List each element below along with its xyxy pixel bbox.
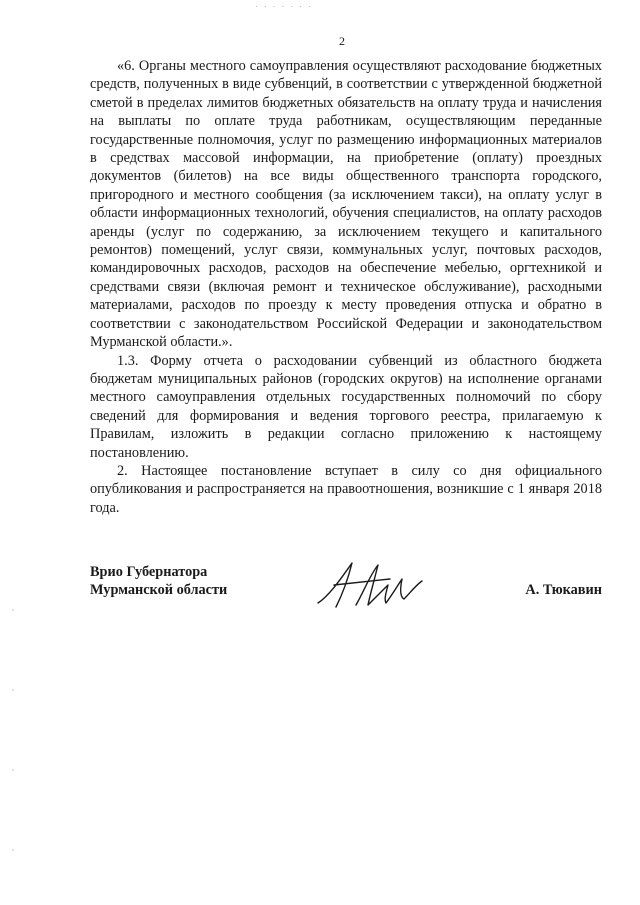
page-number: 2 <box>339 34 345 48</box>
scan-header-mark: · · · · · · · <box>255 2 313 11</box>
paragraph-clause-6: «6. Органы местного самоуправления осуществляют расходование бюджетных средств, полученных в виде субвенций, в соответствии с утвержденной бюджетной сметой в пределах лимитов бюджетных обязательств на оплату труда и начисления на выплаты по оплате труда работникам, осуществляющим переданные государственные полномочия, услуг по размещению информационных материалов в средствах массовой информации, на приобретение (оплату) проездных документов (билетов) на все виды общественного транспорта городского, пригородного и местного сообщения (за исключением такси), на оплату услуг в области информационных технологий, обучения специалистов, на оплату расходов аренды (услуг по содержанию, за исключением текущего и капитального ремонтов) помещений, услуг связи, коммунальных услуг, почтовых расходов, командировочных расходов, расходов на обеспечение мебелью, оргтехникой и средствами связи (включая ремонт и техническое обслуживание), расходными материалами, расходов по проезду к месту проведения отпуска и обратно в соответствии с законодательством Российской Федерации и законодательством Мурманской области.». <box>90 58 602 351</box>
document-body <box>90 57 602 517</box>
handwritten-signature <box>312 555 432 615</box>
signatory-title-line2: Мурманской области <box>90 582 228 599</box>
paragraph-clause-1-3: 1.3. Форму отчета о расходовании субвенций из областного бюджета бюджетам муниципальных районов (городских округов) на исполнение органами местного самоуправления отдельных государственных полномочий по сбору сведений для формирования и ведения торгового реестра, прилагаемую к Правилам, изложить в редакции согласно приложению к настоящему постановлению. <box>90 352 602 461</box>
signatory-name: А. Тюкавин <box>525 582 602 598</box>
signature-block <box>90 563 602 623</box>
scan-artifact-dots <box>10 600 16 900</box>
paragraph-clause-2: 2. Настоящее постановление вступает в силу со дня официального опубликования и распространяется на правоотношения, возникшие с 1 января 2018 года. <box>90 462 602 516</box>
signatory-title-line1: Врио Губернатора <box>90 564 208 580</box>
signatory-title <box>90 563 227 600</box>
